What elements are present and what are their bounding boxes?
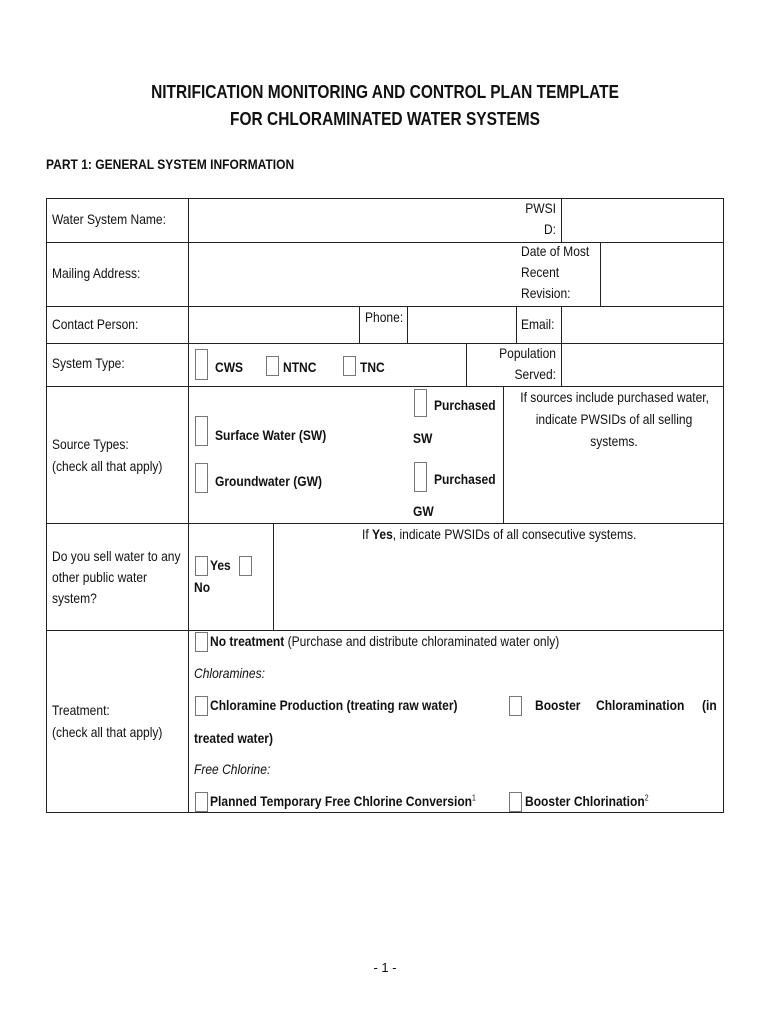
- tnc-option-label: TNC: [360, 359, 385, 375]
- purchased-note-line-3: systems.: [590, 433, 638, 449]
- pwsid-field[interactable]: [563, 200, 721, 240]
- surface-water-checkbox[interactable]: [195, 416, 208, 446]
- groundwater-label: Groundwater (GW): [215, 473, 323, 489]
- population-served-field[interactable]: [563, 345, 721, 384]
- purchased-note-line-2: indicate PWSIDs of all selling: [535, 411, 693, 427]
- booster-chlorination-label: Booster Chlorination$^2$: [525, 793, 649, 809]
- water-system-name-label: Water System Name:: [52, 211, 166, 227]
- part-heading: PART 1: GENERAL SYSTEM INFORMATION: [46, 156, 295, 172]
- purchased-note-line-1: If sources include purchased water,: [520, 389, 710, 405]
- population-label-line-1: Population: [499, 345, 556, 361]
- water-system-name-field[interactable]: [190, 200, 510, 240]
- mailing-address-field[interactable]: [190, 244, 510, 304]
- email-field[interactable]: [563, 308, 721, 341]
- purchased-sw-label-line-2: SW: [413, 430, 433, 446]
- chloramine-production-label: Chloramine Production (treating raw water): [210, 697, 458, 713]
- free-chlorine-heading: Free Chlorine:: [194, 761, 271, 777]
- footnote-2-marker: 2: [644, 793, 649, 803]
- sell-water-label-line-2: other public water: [52, 569, 148, 585]
- sell-water-label-line-3: system?: [52, 590, 97, 606]
- sell-yes-label: Yes: [210, 557, 231, 573]
- sell-no-label: No: [194, 579, 211, 595]
- revision-label-line-3: Revision:: [521, 285, 571, 301]
- treatment-label-line-2: (check all that apply): [52, 724, 163, 740]
- phone-label: Phone:: [365, 309, 404, 325]
- consecutive-pwsids-field[interactable]: [276, 548, 721, 628]
- sell-water-label-line-1: Do you sell water to any: [52, 548, 181, 564]
- contact-person-label: Contact Person:: [52, 316, 139, 332]
- booster-chlorination-checkbox[interactable]: [509, 792, 522, 812]
- revision-label-line-1: Date of Most: [521, 243, 590, 259]
- sell-yes-checkbox[interactable]: [195, 556, 208, 576]
- chloramine-production-checkbox[interactable]: [195, 696, 208, 716]
- page-number: - 1 -: [373, 960, 397, 975]
- tnc-checkbox[interactable]: [343, 356, 356, 376]
- no-treatment-label: No treatment (Purchase and distribute chloraminated water only): [210, 633, 560, 649]
- chloramines-heading: Chloramines:: [194, 665, 265, 681]
- purchased-sw-label-line-1: Purchased: [434, 397, 496, 413]
- purchased-sw-checkbox[interactable]: [414, 389, 427, 417]
- document-title-line-2: FOR CHLORAMINATED WATER SYSTEMS: [230, 109, 540, 129]
- booster-chloramination-checkbox[interactable]: [509, 696, 522, 716]
- sell-no-checkbox[interactable]: [239, 556, 252, 576]
- purchased-gw-label-line-1: Purchased: [434, 471, 496, 487]
- consecutive-systems-note: If Yes, indicate PWSIDs of all consecutive systems.: [362, 526, 637, 542]
- ntnc-checkbox[interactable]: [266, 356, 279, 376]
- cws-checkbox[interactable]: [195, 349, 208, 380]
- purchased-gw-label-line-2: GW: [413, 503, 434, 519]
- phone-field[interactable]: [409, 308, 514, 341]
- booster-chloramination-label-word-2: Chloramination: [596, 697, 685, 713]
- system-type-label: System Type:: [52, 355, 125, 371]
- surface-water-label: Surface Water (SW): [215, 427, 327, 443]
- pwsid-label-line-1: PWSI: [525, 200, 556, 216]
- booster-chloramination-label-line-2: treated water): [194, 730, 273, 746]
- source-types-label-line-1: Source Types:: [52, 436, 129, 452]
- revision-label-line-2: Recent: [521, 264, 560, 280]
- population-label-line-2: Served:: [514, 366, 556, 382]
- document-title-line-1: NITRIFICATION MONITORING AND CONTROL PLAN TEMPLATE: [151, 82, 619, 102]
- booster-chloramination-label-word-3: (in: [702, 697, 717, 713]
- purchased-gw-checkbox[interactable]: [414, 462, 427, 492]
- treatment-label-line-1: Treatment:: [52, 702, 110, 718]
- revision-date-field[interactable]: [602, 244, 721, 304]
- footnote-1-marker: 1: [472, 793, 476, 803]
- mailing-address-label: Mailing Address:: [52, 265, 141, 281]
- groundwater-checkbox[interactable]: [195, 463, 208, 493]
- planned-conversion-label: Planned Temporary Free Chlorine Conversion$^1$: [210, 793, 476, 809]
- no-treatment-checkbox[interactable]: [195, 632, 208, 652]
- cws-option-label: CWS: [215, 359, 244, 375]
- ntnc-option-label: NTNC: [283, 359, 317, 375]
- pwsid-label-line-2: D:: [543, 221, 556, 237]
- booster-chloramination-label-word-1: Booster: [535, 697, 581, 713]
- planned-conversion-checkbox[interactable]: [195, 792, 208, 812]
- source-types-label-line-2: (check all that apply): [52, 458, 163, 474]
- contact-person-field[interactable]: [190, 308, 357, 341]
- email-label: Email:: [521, 316, 555, 332]
